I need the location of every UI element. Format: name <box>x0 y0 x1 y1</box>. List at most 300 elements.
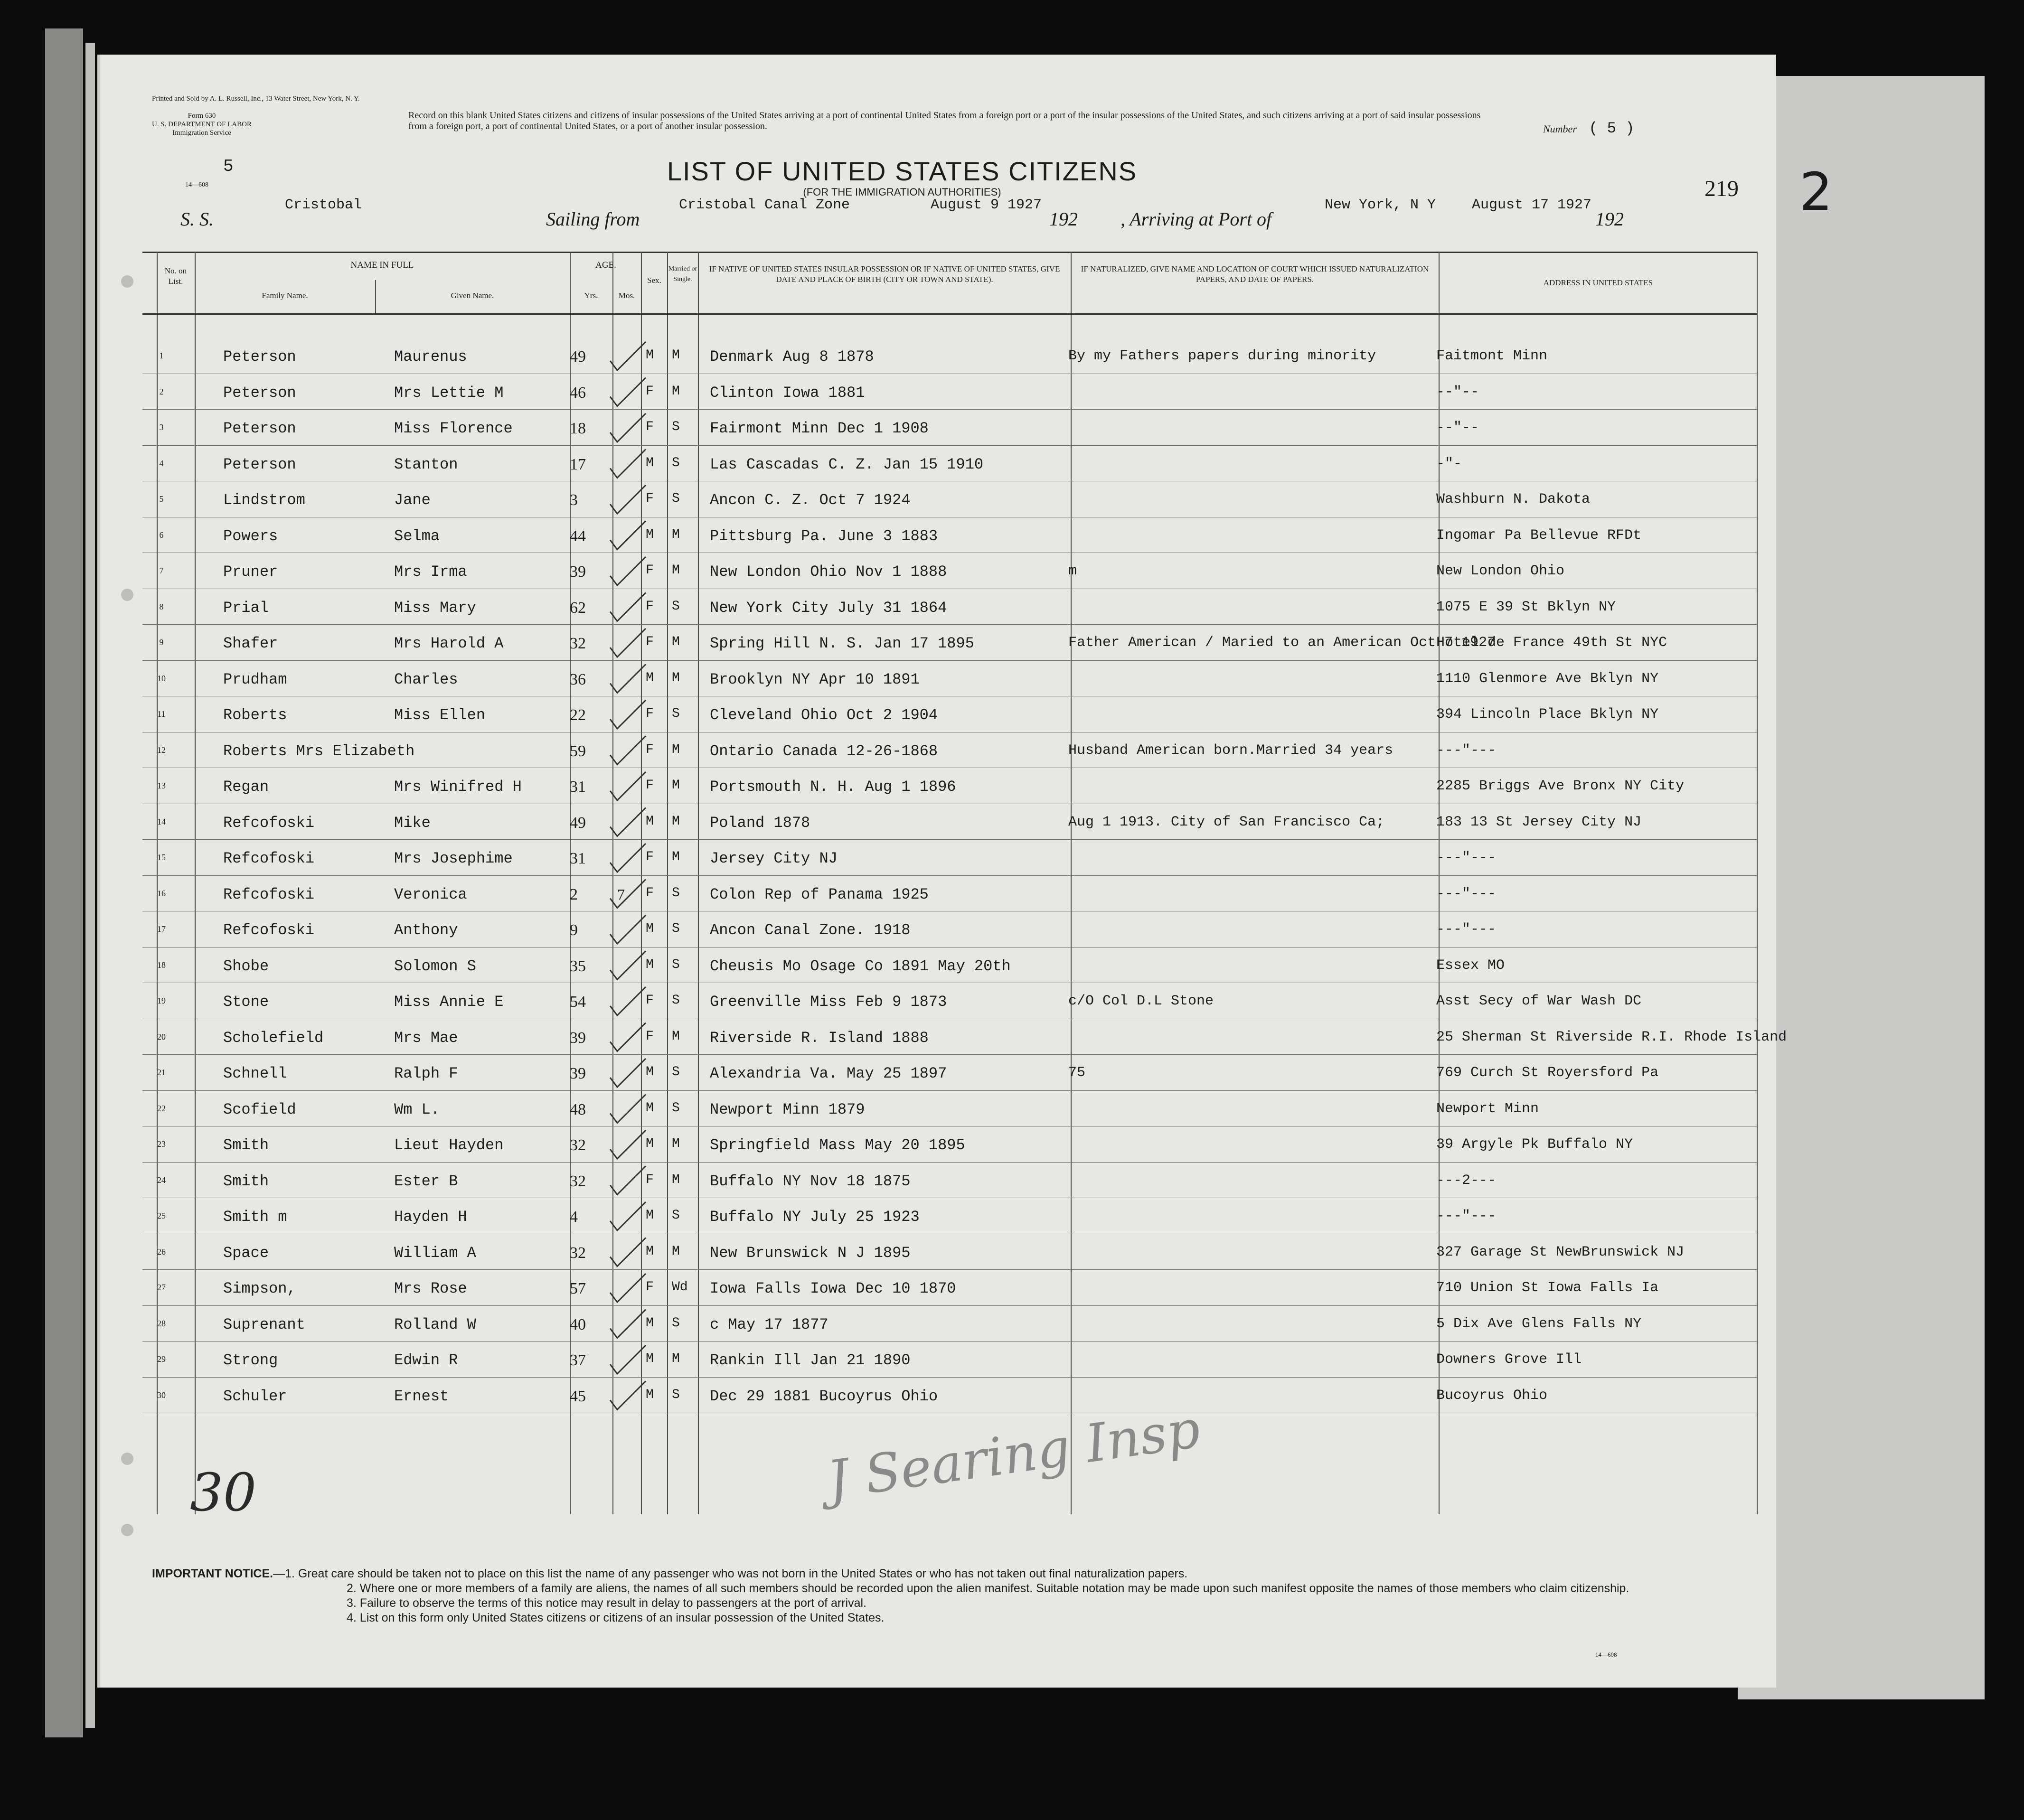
check-mark <box>610 1166 646 1195</box>
marital-status: S <box>672 993 680 1008</box>
us-address: Washburn N. Dakota <box>1436 491 1591 507</box>
marital-status: S <box>672 1065 680 1079</box>
us-address: 5 Dix Ave Glens Falls NY <box>1436 1315 1642 1332</box>
check-mark <box>610 378 646 406</box>
marital-status: M <box>672 348 680 363</box>
form-instructions: Record on this blank United States citizens and citizens of insular possessions of the United States arriving at a port of continental United States from a foreign port or a port of the insular possessions of the United States, and such citizens arriving at a port of said insular possessions from a foreign port, a port of continental United States, or a port of another insular possession. <box>408 110 1481 131</box>
given-name: Mrs Harold A <box>394 635 504 652</box>
us-address: Downers Grove Ill <box>1436 1351 1582 1368</box>
sex: M <box>646 1387 654 1402</box>
sex: F <box>646 491 654 506</box>
marital-status: S <box>672 599 680 614</box>
family-name: Schuler <box>223 1387 287 1405</box>
family-name: Smith <box>223 1136 269 1154</box>
age-years: 22 <box>570 706 586 724</box>
us-address: ---"--- <box>1436 921 1497 938</box>
check-mark <box>610 1130 646 1159</box>
us-address: 394 Lincoln Place Bklyn NY <box>1436 706 1659 722</box>
given-name: Mike <box>394 814 431 832</box>
row-number: 21 <box>157 1068 166 1077</box>
sex: M <box>646 1136 654 1151</box>
age-years: 44 <box>570 527 586 545</box>
age-years: 46 <box>570 384 586 402</box>
department-name: U. S. DEPARTMENT OF LABOR <box>152 121 252 128</box>
us-address: Ingomar Pa Bellevue RFDt <box>1436 527 1642 544</box>
birth-place-date: Pittsburg Pa. June 3 1883 <box>710 527 938 545</box>
check-mark <box>610 700 646 729</box>
check-mark <box>610 1202 646 1230</box>
row-number: 9 <box>159 638 164 647</box>
given-name: Charles <box>394 670 458 688</box>
page-number: 219 <box>1704 176 1739 201</box>
check-mark <box>610 665 646 693</box>
age-years: 32 <box>570 1244 586 1262</box>
given-name: Maurenus <box>394 348 467 366</box>
sex: F <box>646 1029 654 1044</box>
given-name: Miss Florence <box>394 420 513 437</box>
family-name: Simpson, <box>223 1280 296 1297</box>
row-number: 29 <box>157 1354 166 1364</box>
handwritten-list-number: 5 <box>223 157 234 176</box>
us-address: 769 Curch St Royersford Pa <box>1436 1065 1659 1081</box>
birth-place-date: Jersey City NJ <box>710 850 838 867</box>
margin-mark: 2 <box>1799 161 1833 222</box>
family-name: Roberts <box>223 706 287 724</box>
marital-status: S <box>672 1315 680 1331</box>
sex: M <box>646 455 654 470</box>
family-name: Refcofoski <box>223 814 315 832</box>
family-name: Shafer <box>223 635 278 652</box>
age-years: 40 <box>570 1315 586 1333</box>
us-address: 183 13 St Jersey City NJ <box>1436 814 1642 830</box>
given-name: Ralph F <box>394 1065 458 1082</box>
given-name: Solomon S <box>394 957 476 975</box>
birth-place-date: Riverside R. Island 1888 <box>710 1029 929 1047</box>
birth-place-date: Greenville Miss Feb 9 1873 <box>710 993 947 1011</box>
marital-status: S <box>672 420 680 434</box>
birth-place-date: Portsmouth N. H. Aug 1 1896 <box>710 778 956 796</box>
row-number: 23 <box>157 1139 166 1149</box>
us-address: -"- <box>1436 455 1462 472</box>
given-name: Miss Mary <box>394 599 476 617</box>
age-years: 9 <box>570 921 578 939</box>
given-name: Jane <box>394 491 431 509</box>
given-name: Hayden H <box>394 1208 467 1226</box>
us-address: ---"--- <box>1436 1208 1497 1224</box>
sex: F <box>646 742 654 757</box>
sex: F <box>646 1172 654 1187</box>
family-name: Regan <box>223 778 269 796</box>
given-name: Ester B <box>394 1172 458 1190</box>
check-mark <box>610 1023 646 1051</box>
marital-status: M <box>672 742 680 757</box>
sex: M <box>646 1208 654 1223</box>
row-number: 27 <box>157 1283 166 1292</box>
age-years: 17 <box>570 455 586 473</box>
family-name: Powers <box>223 527 278 545</box>
birth-place-date: Dec 29 1881 Bucoyrus Ohio <box>710 1387 938 1405</box>
sex: M <box>646 957 654 972</box>
check-mark <box>610 772 646 800</box>
family-name: Shobe <box>223 957 269 975</box>
marital-status: S <box>672 957 680 972</box>
sex: F <box>646 563 654 578</box>
check-mark <box>610 880 646 908</box>
age-years: 32 <box>570 635 586 652</box>
form-code: 14—608 <box>185 181 208 188</box>
page-title: LIST OF UNITED STATES CITIZENS <box>667 156 1138 186</box>
naturalization-info: Father American / Maried to an American Oct 7 1927 <box>1068 635 1496 651</box>
row-number: 3 <box>159 422 164 432</box>
check-mark <box>610 1345 646 1374</box>
us-address: ---"--- <box>1436 850 1497 866</box>
age-years: 36 <box>570 670 586 688</box>
birth-place-date: Spring Hill N. S. Jan 17 1895 <box>710 635 974 652</box>
family-name: Roberts Mrs Elizabeth <box>223 742 415 760</box>
given-name: Stanton <box>394 455 458 473</box>
age-years: 39 <box>570 1029 586 1047</box>
family-name: Peterson <box>223 420 296 437</box>
sex: F <box>646 850 654 864</box>
form-number: Form 630 <box>188 112 216 120</box>
family-name: Pruner <box>223 563 278 581</box>
given-name: Anthony <box>394 921 458 939</box>
given-name: Miss Annie E <box>394 993 504 1011</box>
notice-label: IMPORTANT NOTICE. <box>152 1567 273 1580</box>
header-name: NAME IN FULL <box>350 260 414 270</box>
printer-credit: Printed and Sold by A. L. Russell, Inc., 13 Water Street, New York, N. Y. <box>152 95 360 103</box>
marital-status: S <box>672 1208 680 1223</box>
sex: M <box>646 670 654 685</box>
us-address: ---"--- <box>1436 742 1497 759</box>
check-mark <box>610 485 646 514</box>
marital-status: M <box>672 527 680 542</box>
family-name: Lindstrom <box>223 491 305 509</box>
us-address: 39 Argyle Pk Buffalo NY <box>1436 1136 1633 1153</box>
us-address: 2285 Briggs Ave Bronx NY City <box>1436 778 1685 794</box>
header-address: ADDRESS IN UNITED STATES <box>1543 278 1653 287</box>
sex: M <box>646 1351 654 1366</box>
birth-place-date: Colon Rep of Panama 1925 <box>710 885 929 903</box>
page-subtitle: (FOR THE IMMIGRATION AUTHORITIES) <box>803 186 1001 198</box>
row-number: 18 <box>157 960 166 970</box>
check-mark <box>610 557 646 585</box>
sex: F <box>646 1280 654 1295</box>
birth-place-date: Buffalo NY July 25 1923 <box>710 1208 920 1226</box>
row-number: 13 <box>157 781 166 790</box>
naturalization-info: m <box>1068 563 1077 579</box>
arriving-date: August 17 1927 <box>1472 197 1592 213</box>
header-married: Married or Single. <box>668 265 697 283</box>
family-name: Refcofoski <box>223 850 315 867</box>
check-mark <box>610 521 646 550</box>
row-number: 15 <box>157 853 166 862</box>
birth-place-date: Alexandria Va. May 25 1897 <box>710 1065 947 1082</box>
important-notice <box>152 1567 1719 1625</box>
row-number: 1 <box>159 351 164 360</box>
family-name: Smith <box>223 1172 269 1190</box>
birth-place-date: Brooklyn NY Apr 10 1891 <box>710 670 920 688</box>
age-years: 37 <box>570 1351 586 1369</box>
notice-item: 4. List on this form only United States citizens or citizens of an insular possession of the United States. <box>347 1611 885 1624</box>
age-years: 18 <box>570 420 586 437</box>
given-name: Mrs Lettie M <box>394 384 504 402</box>
age-years: 31 <box>570 778 586 796</box>
number-value: ( 5 ) <box>1589 120 1635 137</box>
sailing-from: Cristobal Canal Zone <box>679 197 850 213</box>
birth-place-date: Newport Minn 1879 <box>710 1100 865 1118</box>
birth-place-date: Cleveland Ohio Oct 2 1904 <box>710 706 938 724</box>
us-address: --"-- <box>1436 420 1479 436</box>
marital-status: M <box>672 635 680 649</box>
birth-place-date: Iowa Falls Iowa Dec 10 1870 <box>710 1280 956 1297</box>
check-mark <box>610 736 646 765</box>
birth-place-date: Las Cascadas C. Z. Jan 15 1910 <box>710 455 984 473</box>
age-years: 59 <box>570 742 586 760</box>
sailing-label: Sailing from <box>546 208 640 230</box>
row-number: 10 <box>157 673 166 683</box>
row-number: 2 <box>159 386 164 396</box>
number-label: Number <box>1543 123 1577 135</box>
family-name: Refcofoski <box>223 885 315 903</box>
header-birth: IF NATIVE OF UNITED STATES INSULAR POSSESSION OR IF NATIVE OF UNITED STATES, GIVE DATE AND PLACE OF BIRTH (CITY OR TOWN AND STATE). <box>709 264 1060 284</box>
family-name: Peterson <box>223 455 296 473</box>
service-name: Immigration Service <box>172 129 231 137</box>
check-mark <box>610 808 646 836</box>
us-address: Essex MO <box>1436 957 1505 974</box>
check-mark <box>610 1381 646 1410</box>
footer-form-code: 14—608 <box>1595 1651 1617 1658</box>
sex: M <box>646 527 654 542</box>
marital-status: M <box>672 1351 680 1366</box>
birth-place-date: Ancon C. Z. Oct 7 1924 <box>710 491 911 509</box>
family-name: Scholefield <box>223 1029 324 1047</box>
header-given: Given Name. <box>451 291 494 300</box>
us-address: 1075 E 39 St Bklyn NY <box>1436 599 1616 615</box>
birth-place-date: Denmark Aug 8 1878 <box>710 348 874 366</box>
family-name: Peterson <box>223 348 296 366</box>
birth-place-date: Ontario Canada 12-26-1868 <box>710 742 938 760</box>
check-mark <box>610 1095 646 1123</box>
notice-item: 3. Failure to observe the terms of this notice may result in delay to passengers at the port of arrival. <box>347 1596 866 1610</box>
naturalization-info: Aug 1 1913. City of San Francisco Ca; <box>1068 814 1385 830</box>
sex: M <box>646 1065 654 1079</box>
marital-status: M <box>672 384 680 399</box>
family-name: Refcofoski <box>223 921 315 939</box>
check-mark <box>610 1310 646 1338</box>
given-name: Rolland W <box>394 1315 476 1333</box>
row-number: 14 <box>157 816 166 826</box>
family-name: Strong <box>223 1351 278 1369</box>
given-name: Miss Ellen <box>394 706 486 724</box>
age-months: 7 <box>617 885 625 903</box>
birth-place-date: New London Ohio Nov 1 1888 <box>710 563 947 581</box>
us-address: Newport Minn <box>1436 1100 1539 1117</box>
age-years: 62 <box>570 599 586 617</box>
marital-status: M <box>672 1136 680 1151</box>
age-years: 39 <box>570 1065 586 1082</box>
marital-status: M <box>672 1172 680 1187</box>
family-name: Scofield <box>223 1100 296 1118</box>
family-name: Space <box>223 1244 269 1262</box>
us-address: New London Ohio <box>1436 563 1565 579</box>
marital-status: S <box>672 1100 680 1116</box>
given-name: Ernest <box>394 1387 449 1405</box>
naturalization-info: c/O Col D.L Stone <box>1068 993 1214 1009</box>
check-mark <box>610 450 646 478</box>
birth-place-date: Buffalo NY Nov 18 1875 <box>710 1172 911 1190</box>
check-mark <box>610 987 646 1015</box>
given-name: Lieut Hayden <box>394 1136 504 1154</box>
check-mark <box>610 951 646 980</box>
year-suffix: 192 <box>1595 208 1624 230</box>
check-mark <box>610 593 646 621</box>
sex: F <box>646 420 654 434</box>
year-suffix: 192 <box>1049 208 1078 230</box>
naturalization-info: Husband American born.Married 34 years <box>1068 742 1393 759</box>
row-number: 20 <box>157 1032 166 1041</box>
sex: M <box>646 921 654 936</box>
marital-status: S <box>672 885 680 901</box>
us-address: Bucoyrus Ohio <box>1436 1387 1548 1404</box>
us-address: Asst Secy of War Wash DC <box>1436 993 1642 1009</box>
row-number: 16 <box>157 888 166 898</box>
check-mark <box>610 844 646 872</box>
birth-place-date: New Brunswick N J 1895 <box>710 1244 911 1262</box>
row-number: 8 <box>159 601 164 611</box>
check-mark <box>610 915 646 944</box>
check-mark <box>610 342 646 370</box>
marital-status: M <box>672 1029 680 1044</box>
sex: M <box>646 814 654 829</box>
age-years: 57 <box>570 1280 586 1297</box>
header-naturalized: IF NATURALIZED, GIVE NAME AND LOCATION OF COURT WHICH ISSUED NATURALIZATION PAPERS, AND DATE OF PAPERS. <box>1081 264 1429 284</box>
header-age: AGE. <box>595 260 616 270</box>
marital-status: M <box>672 1244 680 1259</box>
sex: F <box>646 778 654 793</box>
sex: F <box>646 993 654 1008</box>
age-years: 45 <box>570 1387 586 1405</box>
us-address: 327 Garage St NewBrunswick NJ <box>1436 1244 1685 1260</box>
naturalization-info: By my Fathers papers during minority <box>1068 348 1376 364</box>
birth-place-date: Ancon Canal Zone. 1918 <box>710 921 911 939</box>
family-name: Schnell <box>223 1065 287 1082</box>
marital-status: S <box>672 455 680 470</box>
birth-place-date: Poland 1878 <box>710 814 810 832</box>
marital-status: M <box>672 778 680 793</box>
inspector-signature: J Searing Insp <box>823 1398 1204 1511</box>
arriving-port: New York, N Y <box>1325 197 1436 213</box>
age-years: 49 <box>570 348 586 366</box>
age-years: 3 <box>570 491 578 509</box>
header-family: Family Name. <box>262 291 308 300</box>
sex: M <box>646 1100 654 1116</box>
header-sex: Sex. <box>647 276 661 285</box>
given-name: Veronica <box>394 885 467 903</box>
tally-count: 30 <box>190 1462 256 1523</box>
sex: F <box>646 635 654 649</box>
marital-status: S <box>672 1387 680 1402</box>
given-name: Mrs Rose <box>394 1280 467 1297</box>
row-number: 25 <box>157 1211 166 1220</box>
birth-place-date: Fairmont Minn Dec 1 1908 <box>710 420 929 437</box>
marital-status: M <box>672 814 680 829</box>
ship-name: Cristobal <box>285 197 362 213</box>
given-name: Mrs Irma <box>394 563 467 581</box>
header-yrs: Yrs. <box>584 291 598 300</box>
row-number: 17 <box>157 924 166 934</box>
age-years: 49 <box>570 814 586 832</box>
marital-status: M <box>672 563 680 578</box>
sailing-date: August 9 1927 <box>931 197 1042 213</box>
marital-status: Wd <box>672 1280 688 1295</box>
age-years: 32 <box>570 1172 586 1190</box>
sex: F <box>646 599 654 614</box>
age-years: 32 <box>570 1136 586 1154</box>
family-name: Prial <box>223 599 269 617</box>
age-years: 31 <box>570 850 586 867</box>
us-address: ---"--- <box>1436 885 1497 902</box>
arriving-label: , Arriving at Port of <box>1120 208 1272 230</box>
marital-status: S <box>672 491 680 506</box>
header-mos: Mos. <box>618 291 635 300</box>
row-number: 5 <box>159 494 164 504</box>
row-number: 30 <box>157 1390 166 1400</box>
given-name: Edwin R <box>394 1351 458 1369</box>
age-years: 54 <box>570 993 586 1011</box>
given-name: Mrs Winifred H <box>394 778 522 796</box>
birth-place-date: Rankin Ill Jan 21 1890 <box>710 1351 911 1369</box>
family-name: Smith m <box>223 1208 287 1226</box>
us-address: 710 Union St Iowa Falls Ia <box>1436 1280 1659 1296</box>
given-name: Mrs Josephime <box>394 850 513 867</box>
marital-status: M <box>672 850 680 864</box>
row-number: 11 <box>157 709 166 719</box>
family-name: Prudham <box>223 670 287 688</box>
notice-item: IMPORTANT NOTICE.—1. Great care should be taken not to place on this list the name of any passenger who was not born in the United States or who has not taken out final naturalization papers. <box>152 1567 1188 1580</box>
check-mark <box>610 1238 646 1266</box>
check-mark <box>610 629 646 657</box>
row-number: 28 <box>157 1318 166 1328</box>
ss-label: S. S. <box>180 208 214 230</box>
marital-status: S <box>672 921 680 936</box>
us-address: Hotel de France 49th St NYC <box>1436 635 1667 651</box>
age-years: 39 <box>570 563 586 581</box>
birth-place-date: c May 17 1877 <box>710 1315 828 1333</box>
marital-status: S <box>672 706 680 721</box>
marital-status: M <box>672 670 680 685</box>
age-years: 35 <box>570 957 586 975</box>
us-address: 25 Sherman St Riverside R.I. Rhode Island <box>1436 1029 1787 1045</box>
age-years: 48 <box>570 1100 586 1118</box>
given-name: Wm L. <box>394 1100 440 1118</box>
check-mark <box>610 1274 646 1302</box>
birth-place-date: New York City July 31 1864 <box>710 599 947 617</box>
row-number: 26 <box>157 1247 166 1257</box>
row-number: 19 <box>157 996 166 1005</box>
header-no: No. on List. <box>164 266 187 286</box>
birth-place-date: Springfield Mass May 20 1895 <box>710 1136 965 1154</box>
sex: M <box>646 1244 654 1259</box>
sex: M <box>646 348 654 363</box>
naturalization-info: 75 <box>1068 1065 1086 1081</box>
us-address: 1110 Glenmore Ave Bklyn NY <box>1436 670 1659 687</box>
age-years: 2 <box>570 885 578 903</box>
birth-place-date: Clinton Iowa 1881 <box>710 384 865 402</box>
check-mark <box>610 1059 646 1087</box>
age-years: 4 <box>570 1208 578 1226</box>
check-mark <box>610 413 646 442</box>
